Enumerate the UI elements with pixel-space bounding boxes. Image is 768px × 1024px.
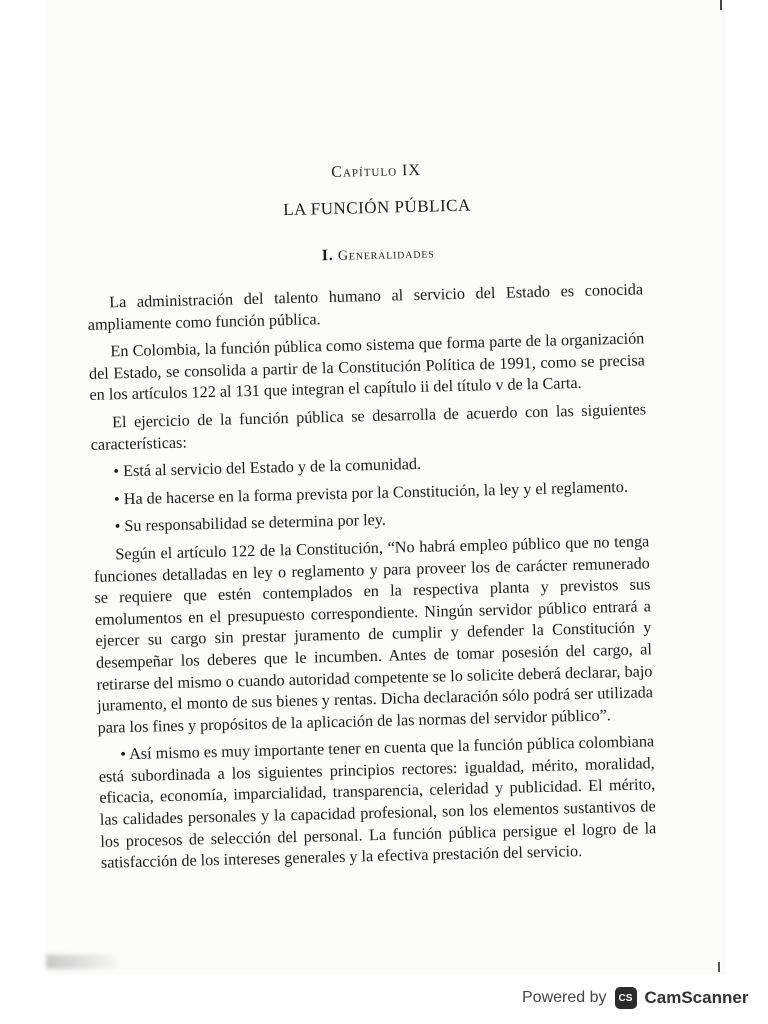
camscanner-brand: CamScanner bbox=[644, 988, 749, 1007]
chapter-label: Capítulo IX bbox=[331, 161, 422, 181]
paragraph-1: La administración del talento humano al servicio del Estado es conocida ampliamente como función pública. bbox=[87, 280, 644, 334]
paragraph-article-122: Según el artículo 122 de la Constitución, “No habrá empleo público que no tenga funciones detalladas en ley o reglamento y para proveer los de carácter remunerado se requiere que estén contemplados en la respectiva planta y previstos sus emolumentos en el presupuesto correspondiente. Ningún servidor público entrará a ejercer su cargo sin prestar juramento de cumplir y defender la Constitución y desempeñar los deberes que le incumben. Antes de tomar posesión del cargo, al retirarse del mismo o cuando autoridad competente se lo solicite deberá declarar, bajo juramento, el monto de sus bienes y rentas. Dicha declaración sólo podrá ser utilizada para los fines y propósitos de la aplicación de las normas del servidor público”. bbox=[93, 532, 654, 737]
camscanner-logo-icon: CS bbox=[615, 987, 637, 1009]
bullet-1: • Está al servicio del Estado y de la comunidad. bbox=[113, 455, 422, 481]
bullet-principles: • Así mismo es muy importante tener en cuenta que la función pública colombiana está subordinada a los siguientes principios rectores: igualdad, mérito, moralidad, eficacia, economía, imparcialidad, transparencia, celeridad y publicidad. El mérito, las calidades personales y la capacidad profesional, son los elementos sustantivos de los procesos de selección del personal. La función pública persigue el logro de la satisfacción de los intereses generales y la efectiva prestación del servicio. bbox=[98, 732, 657, 873]
section-title: Generalidades bbox=[337, 246, 435, 264]
page-edge-mark-bottom bbox=[718, 962, 720, 972]
section-number: I. bbox=[321, 246, 334, 265]
page-content bbox=[84, 156, 657, 880]
paragraph-2: En Colombia, la función pública como sistema que forma parte de la organización del Estado, se consolida a partir de la Constitución Política de 1991, como se precisa en los artículos 122 al 131 que integran el capítulo ii del título v de la Carta. bbox=[88, 329, 646, 405]
chapter-title: LA FUNCIÓN PÚBLICA bbox=[283, 195, 471, 220]
powered-by-text: Powered by bbox=[522, 989, 607, 1006]
bullet-2: • Ha de hacerse en la forma prevista por la Constitución, la ley y el reglamento. bbox=[113, 477, 629, 509]
scan-smudge bbox=[46, 955, 116, 969]
scanner-watermark bbox=[522, 985, 748, 1011]
page-edge-mark bbox=[720, 0, 722, 10]
section-heading bbox=[114, 239, 642, 270]
bullet-3: • Su responsabilidad se determina por ley. bbox=[114, 511, 387, 536]
paragraph-3: El ejercicio de la función pública se desarrolla de acuerdo con las siguientes características: bbox=[90, 400, 647, 454]
